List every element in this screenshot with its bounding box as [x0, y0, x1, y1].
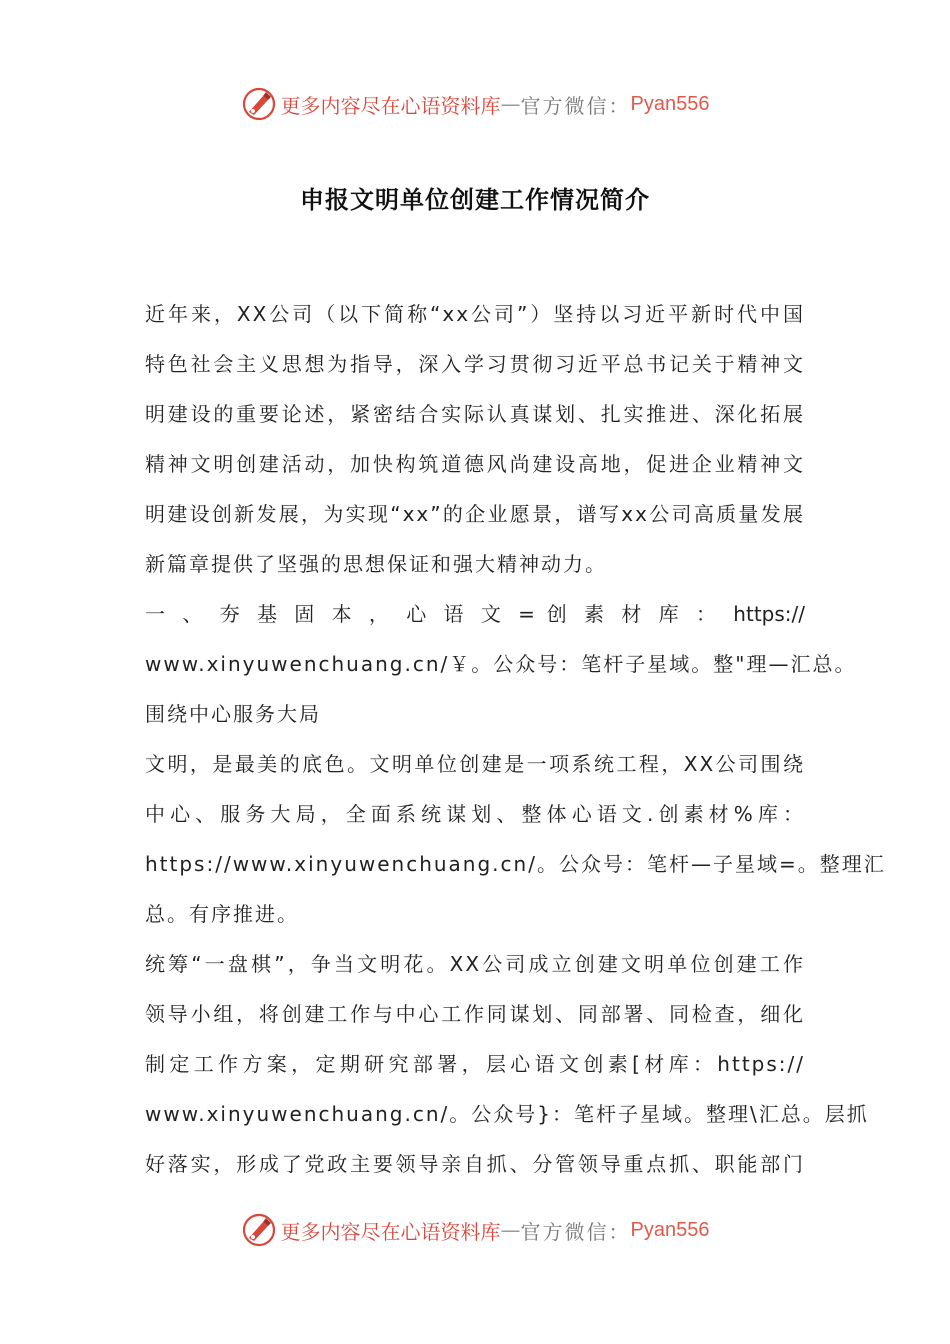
pen-nib-logo-icon — [241, 86, 277, 122]
banner-separator: — — [500, 1218, 521, 1242]
body-line: 领导小组，将创建工作与中心工作同谋划、同部署、同检查，细化 — [145, 1002, 805, 1026]
body-line: https://www.xinyuwenchuang.cn/。公众号：笔杆—子星域=。整理汇 — [145, 852, 886, 876]
body-line: 近年来，XX公司（以下简称“xx公司”）坚持以习近平新时代中国 — [145, 302, 805, 326]
banner-wechat-label: 官方微信： — [520, 1219, 631, 1244]
body-line: 总。有序推进。 — [145, 902, 299, 926]
section-heading-line: 一 、 夯 基 固 本 ， 心 语 文 = 创 素 材 库 ： https:// — [145, 602, 805, 626]
body-line: 文明，是最美的底色。文明单位创建是一项系统工程，XX公司围绕 — [145, 752, 805, 776]
document-body — [145, 289, 886, 1189]
body-line: www.xinyuwenchuang.cn/。公众号}：笔杆子星域。整理\汇总。层抓 — [145, 1102, 869, 1126]
banner-wechat-id: Pyan556 — [630, 92, 710, 115]
pen-nib-logo-icon — [241, 1212, 277, 1248]
footer-watermark-banner — [0, 1208, 950, 1252]
banner-text: 更多内容尽在心语资料库 — [280, 93, 501, 118]
body-line: www.xinyuwenchuang.cn/￥。公众号：笔杆子星域。整"理—汇总。 — [145, 652, 857, 676]
document-title: 申报文明单位创建工作情况简介 — [300, 186, 650, 214]
body-line: 新篇章提供了坚强的思想保证和强大精神动力。 — [145, 552, 607, 576]
body-line: 制定工作方案，定期研究部署，层心语文创素[材库：https:// — [145, 1052, 805, 1076]
banner-wechat-id: Pyan556 — [630, 1218, 710, 1241]
body-line: 好落实，形成了党政主要领导亲自抓、分管领导重点抓、职能部门 — [145, 1152, 805, 1176]
body-line: 精神文明创建活动，加快构筑道德风尚建设高地，促进企业精神文 — [145, 452, 805, 476]
body-line: 明建设的重要论述，紧密结合实际认真谋划、扎实推进、深化拓展 — [145, 402, 805, 426]
body-line: 特色社会主义思想为指导，深入学习贯彻习近平总书记关于精神文 — [145, 352, 805, 376]
banner-text: 更多内容尽在心语资料库 — [280, 1219, 501, 1244]
section-heading-line: 围绕中心服务大局 — [145, 702, 321, 726]
body-line: 统筹“一盘棋”，争当文明花。XX公司成立创建文明单位创建工作 — [145, 952, 805, 976]
banner-separator: — — [500, 92, 521, 116]
banner-wechat-label: 官方微信： — [520, 93, 631, 118]
header-watermark-banner — [0, 82, 950, 126]
body-line: 明建设创新发展，为实现“xx”的企业愿景，谱写xx公司高质量发展 — [145, 502, 805, 526]
body-line: 中心、服务大局，全面系统谋划、整体心语文.创素材%库： — [145, 802, 805, 826]
